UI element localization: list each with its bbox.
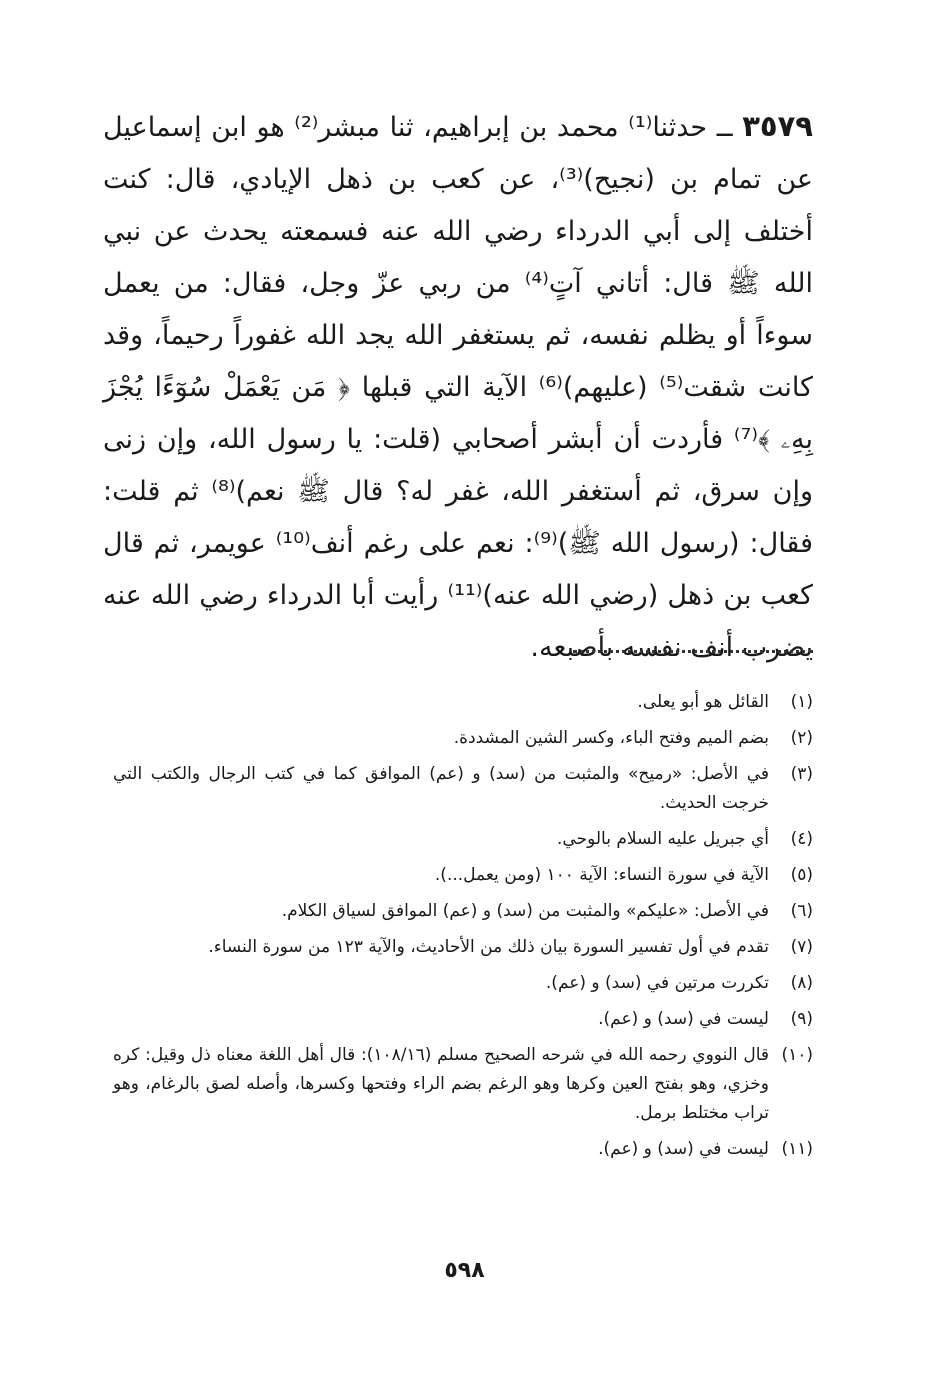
footnote-text: تكررت مرتين في (سد) و (عم). — [545, 973, 769, 993]
footnote-text: في الأصل: «عليكم» والمثبت من (سد) و (عم) الموافق لسياق الكلام. — [281, 901, 769, 921]
footnote-number: (٧) — [790, 937, 813, 957]
footnote — [113, 1135, 813, 1164]
footnote-number: (٤) — [790, 829, 813, 849]
footnote-number: (٥) — [790, 865, 813, 885]
footnote — [113, 861, 813, 890]
footnote-number: (١١) — [781, 1139, 813, 1159]
footnote — [113, 688, 813, 717]
footnote — [113, 760, 813, 818]
footnote-number: (١٠) — [781, 1045, 813, 1065]
footnote — [113, 825, 813, 854]
footnote-number: (٩) — [790, 1009, 813, 1029]
footnote-text: تقدم في أول تفسير السورة بيان ذلك من الأحاديث، والآية ١٢٣ من سورة النساء. — [208, 937, 769, 957]
footnote-text: ليست في (سد) و (عم). — [598, 1139, 769, 1159]
footnote — [113, 724, 813, 753]
hadith-body — [103, 100, 813, 674]
footnote-number: (٣) — [790, 764, 813, 784]
footnotes-list — [113, 688, 813, 1171]
footnote-number: (٨) — [790, 973, 813, 993]
footnote — [113, 1041, 813, 1128]
page-number: ٥٩٨ — [444, 1258, 485, 1283]
hadith-number: ٣٥٧٩ — [742, 109, 813, 143]
footnote — [113, 1005, 813, 1034]
footnote — [113, 969, 813, 998]
footnote — [113, 933, 813, 962]
footnote-number: (١) — [790, 692, 813, 712]
footnote-number: (٦) — [790, 901, 813, 921]
footnote-text: في الأصل: «رميح» والمثبت من (سد) و (عم) الموافق كما في كتب الرجال والكتب التي خرجت الحديث. — [113, 764, 769, 813]
footnote-divider — [573, 650, 813, 653]
footnote-text: القائل هو أبو يعلى. — [637, 692, 769, 712]
footnote-number: (٢) — [790, 728, 813, 748]
footnote-text: ليست في (سد) و (عم). — [598, 1009, 769, 1029]
footnote-text: أي جبريل عليه السلام بالوحي. — [557, 829, 769, 849]
footnote-text: بضم الميم وفتح الباء، وكسر الشين المشددة. — [453, 728, 769, 748]
footnote — [113, 897, 813, 926]
footnote-text: قال النووي رحمه الله في شرحه الصحيح مسلم (١٠٨/١٦): قال أهل اللغة معناه ذل وقيل: كره وخزي، وهو بفتح العين وكرها وهو الرغم بضم الراء وفتحها وكسرها، وأصله لصق بالرغام، وهو تراب مختلط برمل. — [113, 1045, 769, 1123]
footnote-text: الآية في سورة النساء: الآية ١٠٠ (ومن يعمل...). — [434, 865, 769, 885]
hadith-text: ــ حدثنا⁽¹⁾ محمد بن إبراهيم، ثنا مبشر⁽²⁾ هو ابن إسماعيل عن تمام بن (نجيح)⁽³⁾، عن كعب بن ذهل الإيادي، قال: كنت أختلف إلى أبي الدرداء رضي الله عنه فسمعته يحدث عن نبي الله ﷺ قال: أتاني آتٍ⁽⁴⁾ من ربي عزّ وجل، فقال: من يعمل سوءاً أو يظلم نفسه، ثم يستغفر الله يجد الله غفوراً رحيماً، وقد كانت شقت⁽⁵⁾ (عليهم)⁽⁶⁾ الآية التي قبلها ﴿ مَن يَعْمَلْ سُوٓءًا يُجْزَ بِهِۦ ﴾⁽⁷⁾ فأردت أن أبشر أصحابي (قلت: يا رسول الله، وإن زنى وإن سرق، ثم أستغفر الله، غفر له؟ قال ﷺ نعم)⁽⁸⁾ ثم قلت: فقال: (رسول الله ﷺ)⁽⁹⁾: نعم على رغم أنف⁽¹⁰⁾ عويمر، ثم قال كعب بن ذهل (رضي الله عنه)⁽¹¹⁾ رأيت أبا الدرداء رضي الله عنه يضرب أنف نفسه بأصبعه. — [103, 112, 814, 663]
